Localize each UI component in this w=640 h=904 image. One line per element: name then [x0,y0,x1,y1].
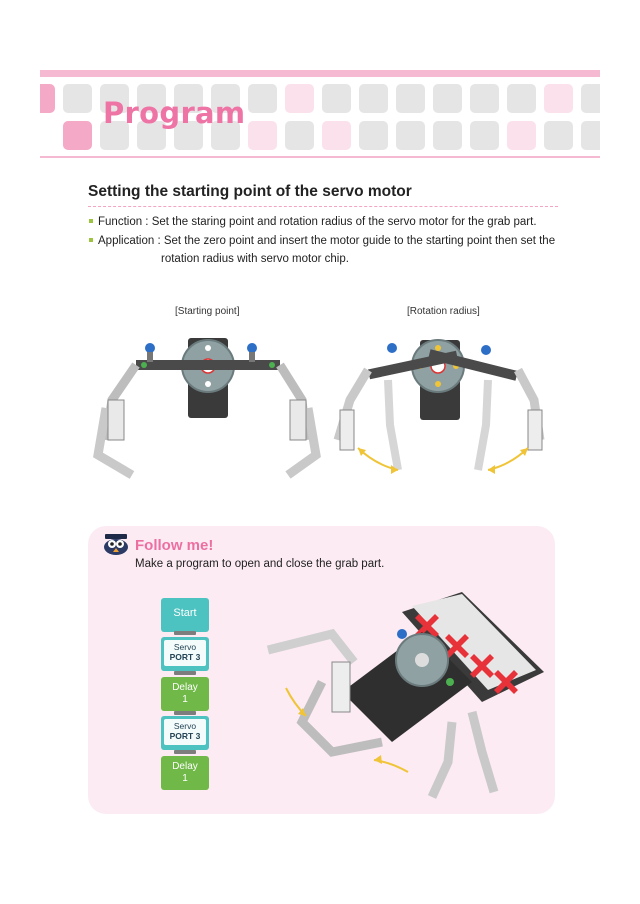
delay-block-1-label: Delay [172,682,198,693]
function-bullet [89,214,537,231]
rotation-radius-label: [Rotation radius] [407,306,480,317]
page-title: Program [103,96,246,130]
starting-point-figure [92,330,322,490]
bullet-marker-icon [89,238,93,242]
block-connector [174,711,196,715]
delay-block-2-value: 1 [182,773,188,784]
delay-block-2-label: Delay [172,761,198,772]
follow-me-description: Make a program to open and close the grab part. [135,558,385,570]
section-title: Setting the starting point of the servo motor [88,183,412,200]
bullet-marker-icon [89,219,93,223]
servo-block-2 [161,716,209,750]
grab-robot-figure [262,592,554,804]
servo-block-1 [161,637,209,671]
delay-block-1 [161,677,209,711]
block-connector [174,631,196,635]
mascot-icon [100,532,132,556]
header-band-top [40,70,600,77]
servo-block-1-port: PORT 3 [169,652,201,662]
block-connector [174,750,196,754]
application-bullet [89,233,555,250]
delay-block-1-value: 1 [182,694,188,705]
servo-block-2-port: PORT 3 [169,731,201,741]
section-divider [88,206,558,207]
block-connector [174,671,196,675]
servo-block-1-label: Servo [173,642,197,652]
servo-block-2-label: Servo [173,721,197,731]
header-band-bottom [40,156,600,158]
function-text: Function : Set the staring point and rotation radius of the servo motor for the grab part. [98,216,537,228]
rotation-radius-figure [328,330,558,490]
starting-point-label: [Starting point] [175,306,240,317]
application-text: Application : Set the zero point and insert the motor guide to the starting point then set the [98,235,556,247]
delay-block-2 [161,756,209,790]
start-block [161,598,209,632]
application-text-cont: rotation radius with servo motor chip. [161,253,349,265]
follow-me-title: Follow me! [135,537,214,554]
start-block-label: Start [173,607,197,619]
